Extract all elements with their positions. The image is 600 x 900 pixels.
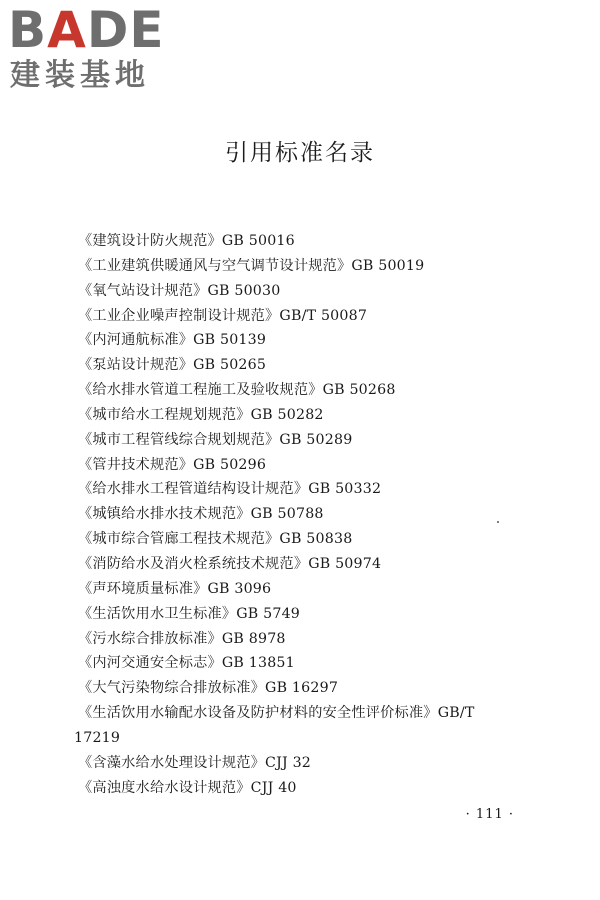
reference-item: 《工业企业噪声控制设计规范》GB/T 50087	[78, 307, 368, 324]
reference-item: 《氧气站设计规范》GB 50030	[78, 282, 281, 299]
reference-item: 《城市工程管线综合规划规范》GB 50289	[78, 431, 353, 448]
logo-letter-b: B	[8, 1, 48, 59]
bade-logo	[8, 1, 178, 96]
reference-item: 《声环境质量标准》GB 3096	[78, 580, 272, 597]
reference-item: 《管井技术规范》GB 50296	[78, 456, 267, 473]
reference-list	[74, 229, 528, 800]
reference-item: 《城镇给水排水技术规范》GB 50788	[78, 506, 324, 523]
reference-item-continuation: 17219	[74, 729, 121, 746]
reference-item: 《泵站设计规范》GB 50265	[78, 357, 267, 374]
reference-item-wrapped	[74, 701, 528, 751]
logo-letter-a-accent: A	[47, 1, 87, 59]
scan-speck	[497, 521, 499, 523]
logo-subtitle: 建装基地	[10, 58, 150, 93]
page-title: 引用标准名录	[225, 140, 375, 166]
reference-item: 《城市给水工程规划规范》GB 50282	[78, 406, 324, 423]
reference-item: 《建筑设计防火规范》GB 50016	[78, 233, 295, 249]
logo-letters-de: DE	[86, 1, 165, 59]
logo-wordmark	[8, 1, 165, 59]
reference-item: 《给水排水管道工程施工及验收规范》GB 50268	[78, 382, 396, 399]
reference-item: 《污水综合排放标准》GB 8978	[78, 630, 286, 647]
page-number: · 111 ·	[465, 807, 514, 822]
reference-item: 《内河通航标准》GB 50139	[78, 332, 267, 349]
reference-item: 《工业建筑供暖通风与空气调节设计规范》GB 50019	[78, 257, 425, 274]
reference-item: 《生活饮用水卫生标准》GB 5749	[78, 605, 301, 622]
reference-item: 《内河交通安全标志》GB 13851	[78, 655, 295, 672]
reference-item: 《高浊度水给水设计规范》CJJ 40	[78, 779, 297, 796]
reference-item: 《大气污染物综合排放标准》GB 16297	[78, 680, 339, 697]
reference-item-text: 《生活饮用水输配水设备及防护材料的安全性评价标准》GB/T	[78, 705, 475, 722]
reference-item: 《消防给水及消火栓系统技术规范》GB 50974	[78, 555, 382, 572]
reference-item: 《城市综合管廊工程技术规范》GB 50838	[78, 531, 353, 548]
reference-item: 《含藻水给水处理设计规范》CJJ 32	[78, 754, 312, 771]
reference-item: 《给水排水工程管道结构设计规范》GB 50332	[78, 481, 382, 498]
